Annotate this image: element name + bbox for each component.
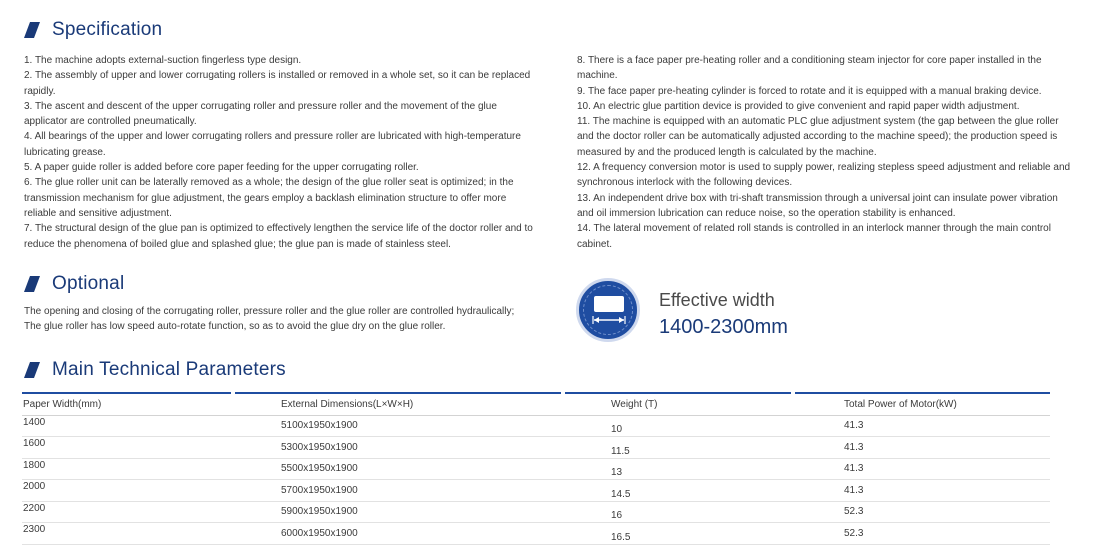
parameters-heading — [24, 357, 286, 383]
table-cell: 13 — [562, 458, 792, 480]
spec-item: 5. A paper guide roller is added before core paper feeding for the upper corrugating roller. — [24, 162, 419, 174]
table-cell: 1400 — [22, 415, 232, 437]
table-cell: 5300x1950x1900 — [232, 437, 562, 459]
table-cell: 1600 — [22, 437, 232, 459]
table-cell: 41.3 — [792, 480, 1050, 502]
parameters-title: Main Technical Parameters — [52, 359, 286, 380]
table-cell: 5700x1950x1900 — [232, 480, 562, 502]
spec-item: 8. There is a face paper pre-heating roller and a conditioning steam injector for core paper installed in the machine. — [577, 55, 1042, 82]
table-cell: 16.5 — [562, 523, 792, 545]
table-cell: 16 — [562, 501, 792, 523]
table-cell: 5900x1950x1900 — [232, 501, 562, 523]
table-cell: 10 — [562, 415, 792, 437]
table-cell: 41.3 — [792, 415, 1050, 437]
table-cell: 1800 — [22, 458, 232, 480]
table-cell: 52.3 — [792, 523, 1050, 545]
spec-item: 7. The structural design of the glue pan is optimized to effectively lengthen the service life of the doctor roller and to reduce the phenomena of boiled glue and splashed glue; the glue pan is made of stainless steel. — [24, 223, 533, 250]
table-cell: 6000x1950x1900 — [232, 523, 562, 545]
table-row — [22, 437, 1050, 459]
slash-marker-icon — [24, 362, 40, 378]
table-cell: 2200 — [22, 501, 232, 523]
spec-item: 4. All bearings of the upper and lower corrugating rollers and pressure roller are lubricated with high-temperature lubricating grease. — [24, 131, 521, 158]
width-icon — [576, 278, 640, 342]
table-cell: 14.5 — [562, 480, 792, 502]
spec-item: 1. The machine adopts external-suction fingerless type design. — [24, 55, 302, 66]
column-header: Paper Width(mm) — [22, 393, 232, 415]
table-row — [22, 458, 1050, 480]
specification-title: Specification — [52, 19, 163, 40]
table-row — [22, 501, 1050, 523]
table-cell: 41.3 — [792, 437, 1050, 459]
spec-item: 12. A frequency conversion motor is used to supply power, realizing stepless speed adjustment and reliable and synchronous interlock with the following devices. — [577, 162, 1071, 189]
spec-item: 13. An independent drive box with tri-shaft transmission through a universal joint can insulate power vibration and oil immersion lubrication can reduce noise, so the operation stability is enhanced. — [577, 192, 1058, 219]
table-cell: 2300 — [22, 523, 232, 545]
table-cell: 52.3 — [792, 501, 1050, 523]
optional-heading — [24, 271, 124, 297]
parameters-table — [22, 392, 1050, 545]
optional-line: The glue roller has low speed auto-rotate function, so as to avoid the glue dry on the glue roller. — [24, 321, 446, 333]
column-header: External Dimensions(L×W×H) — [232, 393, 562, 415]
spec-item: 2. The assembly of upper and lower corrugating rollers is installed or removed in a whole set, so it can be replaced rapidly. — [24, 70, 531, 97]
optional-title: Optional — [52, 273, 125, 294]
table-cell: 11.5 — [562, 437, 792, 459]
optional-line: The opening and closing of the corrugating roller, pressure roller and the glue roller are controlled hydraulically; — [24, 306, 515, 317]
table-header-row — [22, 393, 1050, 415]
column-header: Total Power of Motor(kW) — [792, 393, 1050, 415]
spec-item: 11. The machine is equipped with an automatic PLC glue adjustment system (the gap between the glue roller and the doctor roller can be automatically adjusted according to the machine speed); the production speed is measured by and the produced length is calculated by the machine. — [577, 116, 1059, 158]
table-cell: 41.3 — [792, 458, 1050, 480]
spec-item: 3. The ascent and descent of the upper corrugating roller and pressure roller and the movement of the glue applicator are controlled pneumatically. — [24, 100, 497, 128]
table-row — [22, 480, 1050, 502]
spec-item: 9. The face paper pre-heating cylinder is forced to rotate and it is equipped with a manual braking device. — [577, 85, 1042, 97]
effective-width-label: Effective width — [659, 290, 775, 310]
table-cell: 5100x1950x1900 — [232, 415, 562, 437]
slash-marker-icon — [24, 276, 40, 292]
effective-width-value: 1400-2300mm — [659, 316, 788, 338]
column-header: Weight (T) — [562, 393, 792, 415]
table-row — [22, 523, 1050, 545]
optional-description — [24, 304, 544, 335]
table-cell: 5500x1950x1900 — [232, 458, 562, 480]
specification-heading — [24, 17, 162, 43]
spec-item: 10. An electric glue partition device is provided to give convenient and rapid paper width adjustment. — [577, 100, 1020, 112]
specification-right-column — [577, 53, 1077, 252]
table-cell: 2000 — [22, 480, 232, 502]
spec-item: 6. The glue roller unit can be laterally removed as a whole; the design of the glue roller seat is optimized; in the transmission mechanism for glue adjustment, the gears employ a backlash elimination structure to offer more reliable and sensitive adjustment. — [24, 177, 514, 219]
table-row — [22, 415, 1050, 437]
slash-marker-icon — [24, 22, 40, 38]
spec-item: 14. The lateral movement of related roll stands is controlled in an interlock manner through the main control cabinet. — [577, 223, 1051, 250]
specification-left-column — [24, 53, 534, 252]
